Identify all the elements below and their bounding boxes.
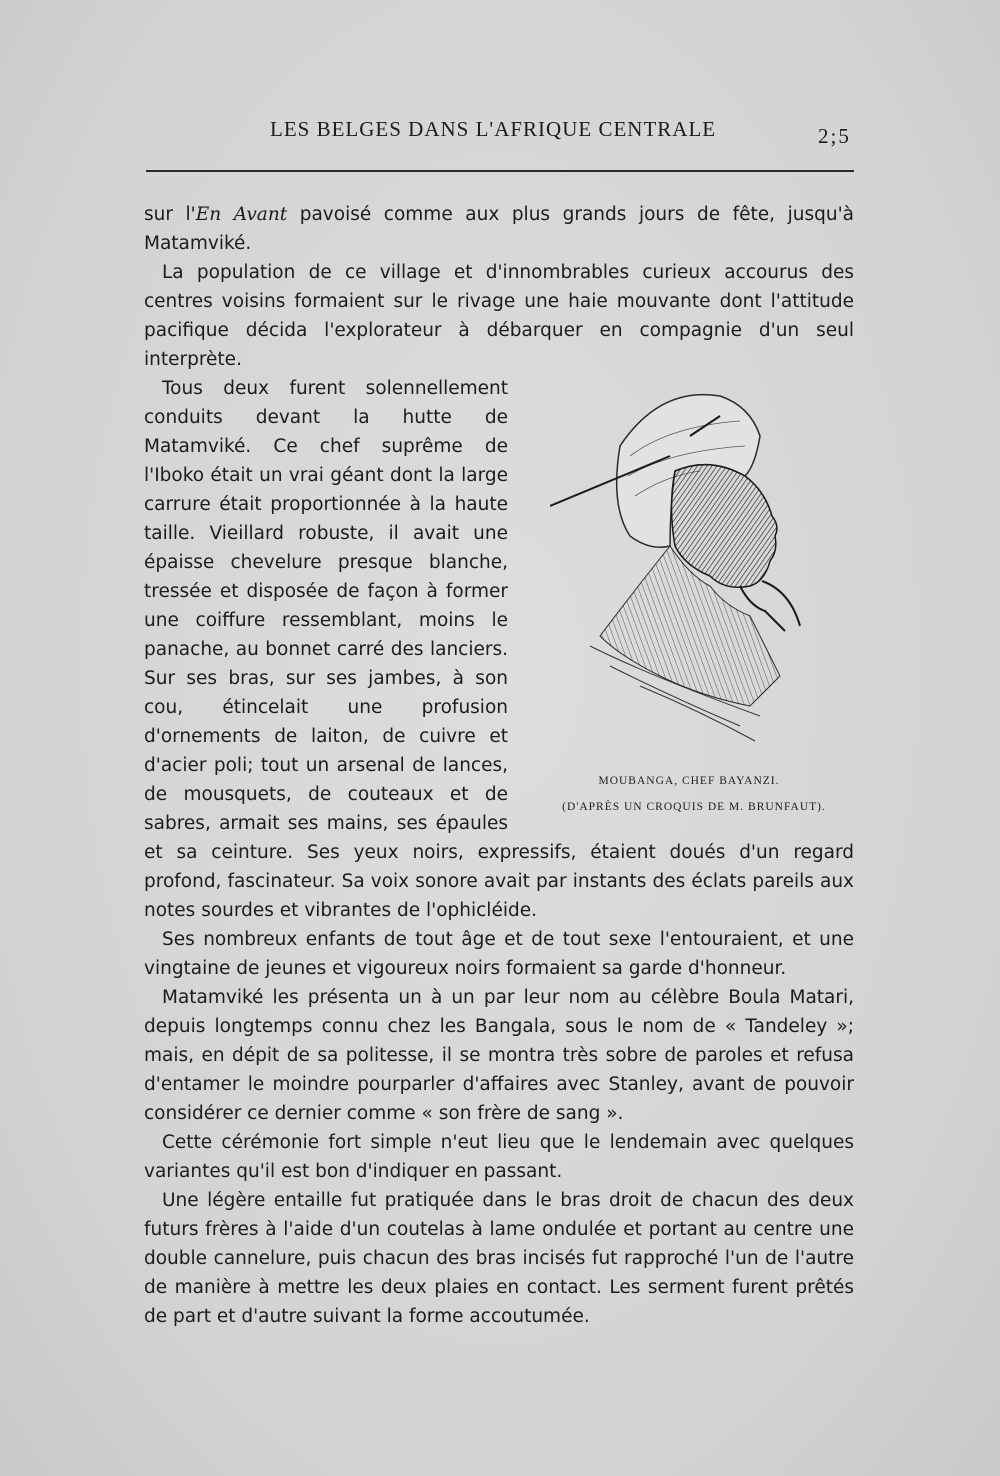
paragraph-4: Ses nombreux enfants de tout âge et de tout sexe l'entouraient, et une vingtaine de jeunes et vigoureux noirs formaient sa garde d'honneur. (144, 929, 854, 979)
paragraph-1 (144, 200, 854, 258)
paragraph-7: Une légère entaille fut pratiquée dans le bras droit de chacun des deux futurs frères à l'aide d'un coutelas à lame ondulée et portant au centre une double cannelure, puis chacun des bras incisés fut rapproché l'un de l'autre de manière à mettre les deux plaies en contact. Les serment furent prêtés de part et d'autre suivant la forme accoutumée. (144, 1190, 854, 1327)
paragraph-2: La population de ce village et d'innombrables curieux accourus des centres voisins formaient sur le rivage une haie mouvante dont l'attitude pacifique décida l'explorateur à débarquer en compagnie d'un seul interprète. (144, 262, 854, 370)
paragraph-5: Matamviké les présenta un à un par leur nom au célèbre Boula Matari, depuis longtemps connu chez les Bangala, sous le nom de « Tandeley »; mais, en dépit de sa politesse, il se montra très sobre de paroles et refusa d'entamer le moindre pourparler d'affaires avec Stanley, avant de pouvoir considérer ce dernier comme « son frère de sang ». (144, 987, 854, 1124)
figure-caption-credit: (D'APRÈS UN CROQUIS DE M. BRUNFAUT). (562, 801, 826, 813)
paragraph-3 (144, 374, 854, 925)
header-rule (146, 170, 854, 172)
paragraph-1-end: pavoisé comme aux plus grands jours de fête, jusqu'à Matamviké. (144, 204, 854, 254)
page-number: 2;5 (818, 124, 851, 148)
chief-portrait-engraving (550, 376, 820, 756)
portrait-figure (520, 376, 856, 834)
figure-caption-title: MOUBANGA, CHEF BAYANZI. (598, 775, 780, 787)
paragraph-1-start: sur l' (144, 204, 196, 225)
body-text (144, 200, 854, 1331)
paragraph-6: Cette cérémonie fort simple n'eut lieu que le lendemain avec quelques variantes qu'il est bon d'indiquer en passant. (144, 1132, 854, 1182)
ship-name: En Avant (195, 204, 288, 225)
paragraph-3-text: Tous deux furent solennellement conduits devant la hutte de Matamviké. Ce chef suprême de l'Iboko était un vrai géant dont la large carrure était proportionnée à la haute taille. Vieillard robuste, il avait une épaisse chevelure presque blanche, tressée et disposée de façon à former une coiffure ressemblant, moins le panache, au bonnet carré des lanciers. Sur ses bras, sur ses jambes, à son cou, étincelait une profusion d'ornements de laiton, de cuivre et d'acier poli; tout un arsenal de lances, de mousquets, de couteaux et de sabres, armait ses mains, ses épaules et sa ceinture. Ses yeux noirs, expressifs, étaient doués d'un regard profond, fascinateur. Sa voix sonore avait par instants des éclats pareils aux notes sourdes et vibrantes de l'ophicléide. (144, 378, 854, 921)
running-title: LES BELGES DANS L'AFRIQUE CENTRALE (270, 117, 717, 141)
